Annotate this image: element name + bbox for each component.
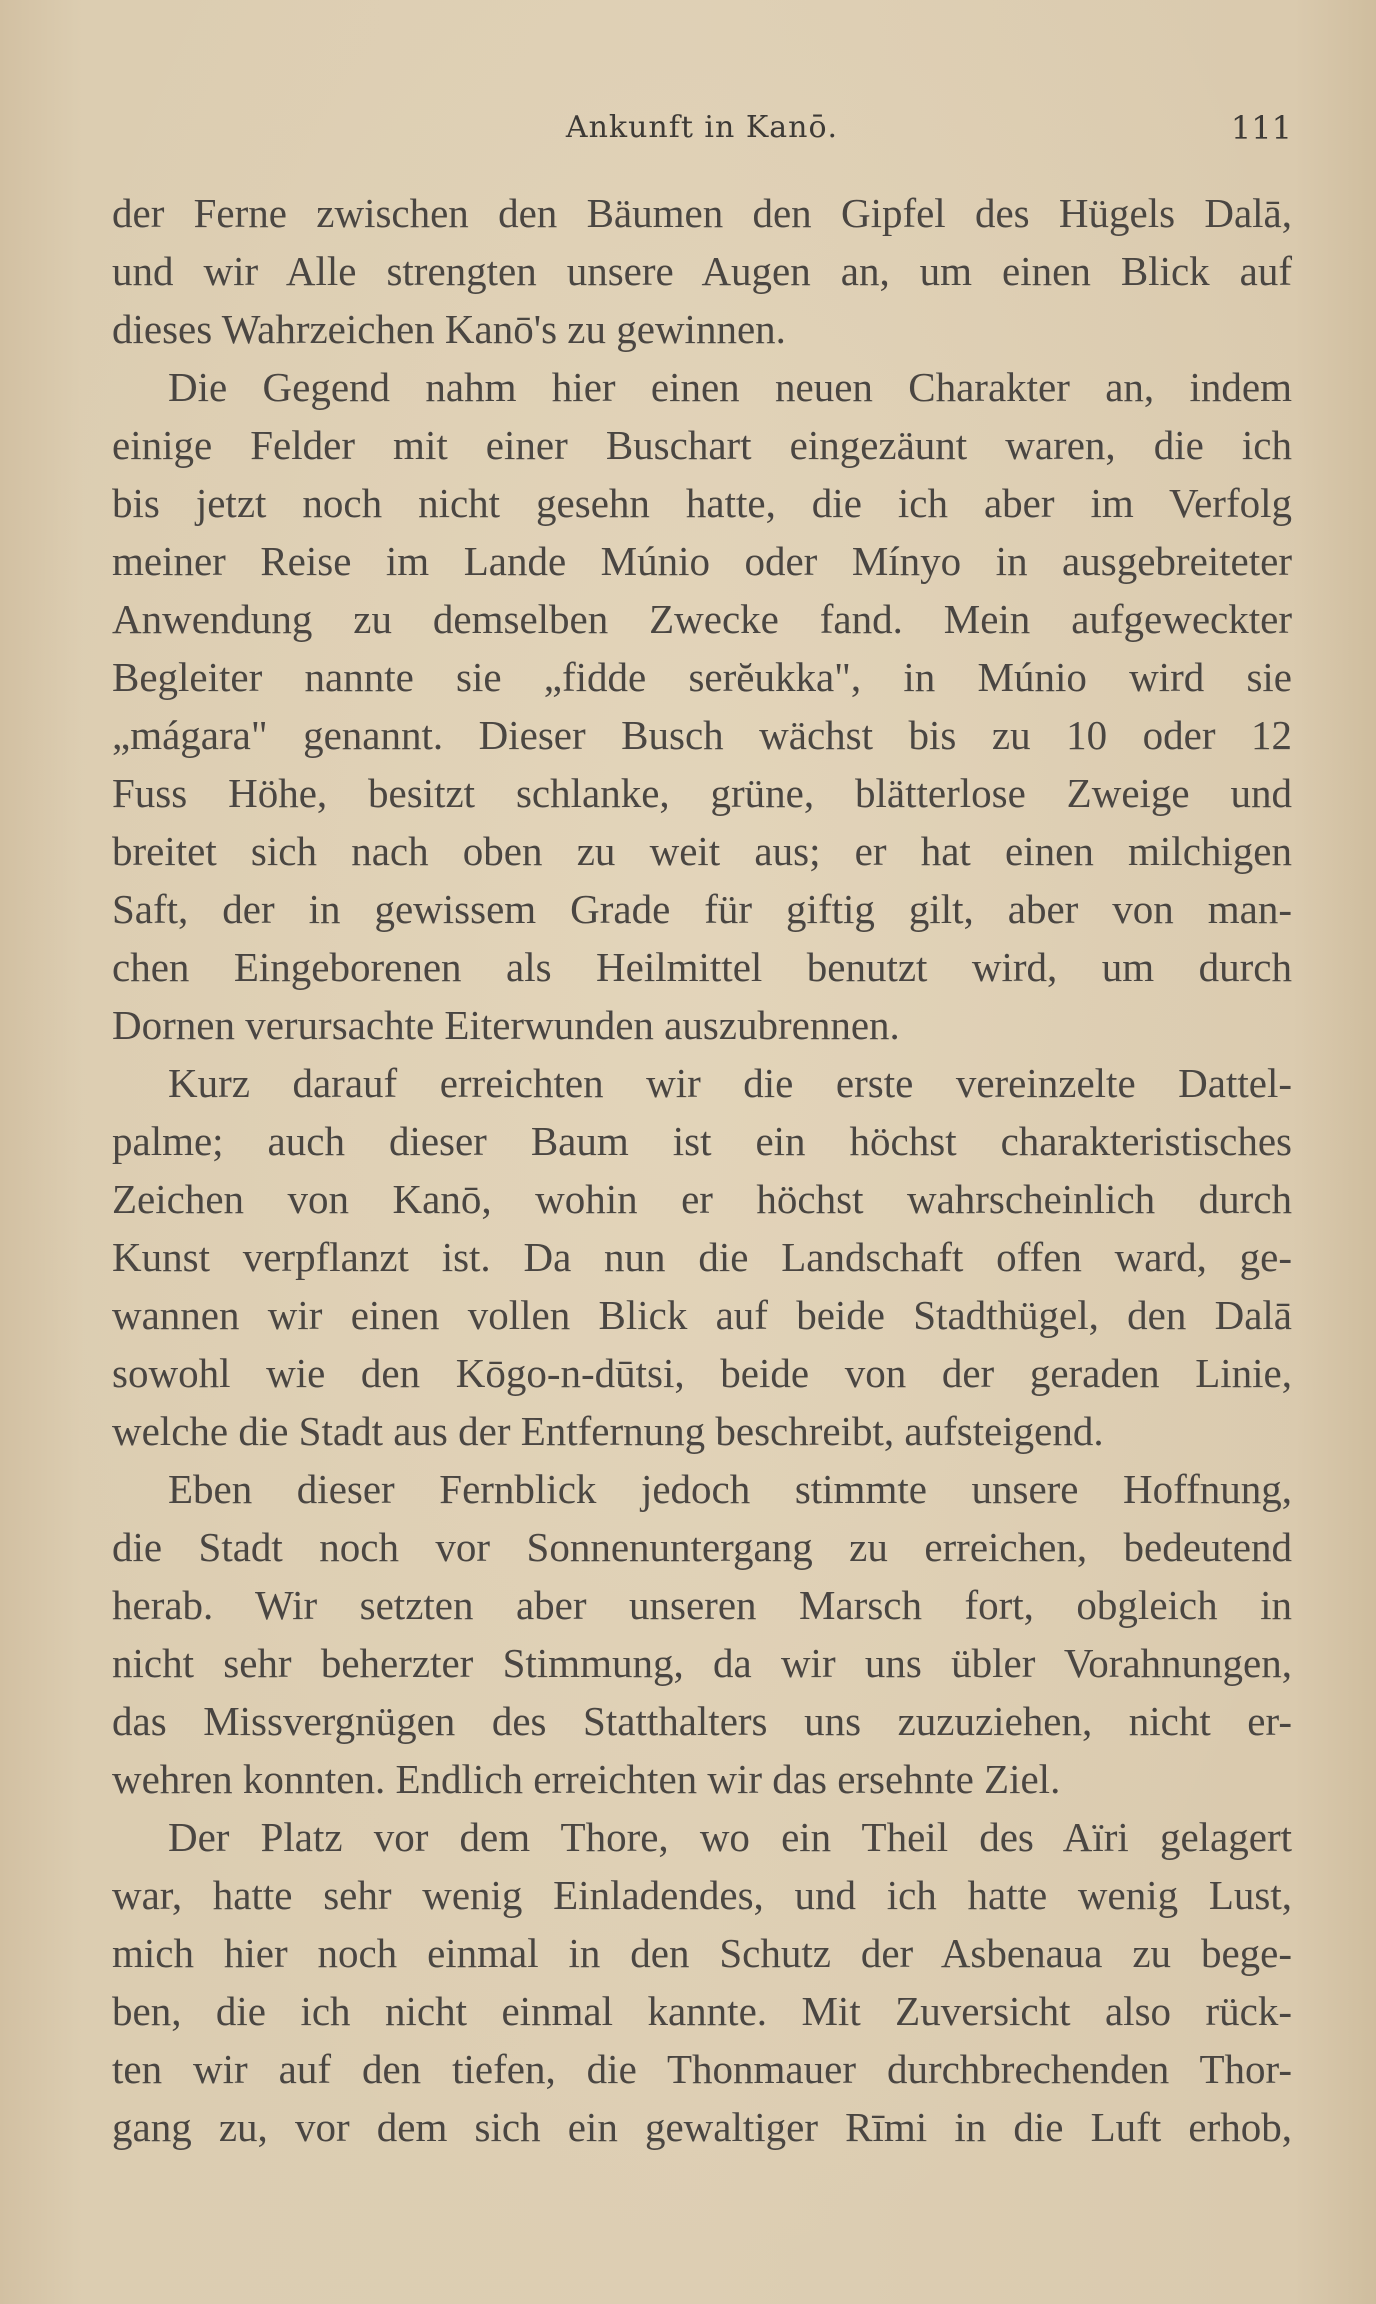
page-number: 111 (1230, 109, 1292, 147)
text-line: Zeichen von Kanō, wohin er höchst wahrscheinlich durch (112, 1176, 1292, 1222)
text-line: breitet sich nach oben zu weit aus; er hat einen milchigen (112, 828, 1292, 874)
text-line: meiner Reise im Lande Múnio oder Mínyo in ausgebreiteter (112, 538, 1292, 584)
body-text (112, 184, 1292, 2156)
text-line: nicht sehr beherzter Stimmung, da wir uns übler Vorahnungen, (112, 1640, 1292, 1686)
text-line: Die Gegend nahm hier einen neuen Charakter an, indem (168, 364, 1292, 410)
text-line: Anwendung zu demselben Zwecke fand. Mein aufgeweckter (112, 596, 1292, 642)
text-line: sowohl wie den Kōgo-n-dūtsi, beide von der geraden Linie, (112, 1350, 1292, 1396)
text-line: Saft, der in gewissem Grade für giftig gilt, aber von man- (112, 886, 1292, 932)
text-line: Der Platz vor dem Thore, wo ein Theil des Aïri gelagert (168, 1814, 1292, 1860)
text-line: wehren konnten. Endlich erreichten wir das ersehnte Ziel. (112, 1756, 1061, 1802)
text-line: der Ferne zwischen den Bäumen den Gipfel des Hügels Dalā, (112, 190, 1292, 236)
text-line: die Stadt noch vor Sonnenuntergang zu erreichen, bedeutend (112, 1524, 1292, 1570)
text-line: bis jetzt noch nicht gesehn hatte, die ich aber im Verfolg (112, 480, 1292, 526)
text-line: und wir Alle strengten unsere Augen an, um einen Blick auf (112, 248, 1292, 294)
text-line: palme; auch dieser Baum ist ein höchst charakteristisches (112, 1118, 1292, 1164)
running-title: Ankunft in Kanō. (565, 110, 839, 145)
text-line: war, hatte sehr wenig Einladendes, und ich hatte wenig Lust, (112, 1872, 1292, 1918)
running-head (112, 104, 1292, 152)
text-line: einige Felder mit einer Buschart eingezäunt waren, die ich (112, 422, 1292, 468)
text-line: Eben dieser Fernblick jedoch stimmte unsere Hoffnung, (168, 1466, 1292, 1512)
text-line: wannen wir einen vollen Blick auf beide Stadthügel, den Dalā (112, 1292, 1292, 1338)
text-line: welche die Stadt aus der Entfernung beschreibt, aufsteigend. (112, 1408, 1104, 1454)
text-line: ten wir auf den tiefen, die Thonmauer durchbrechenden Thor- (112, 2046, 1292, 2092)
text-line: Dornen verursachte Eiterwunden auszubrennen. (112, 1002, 900, 1048)
text-line: ben, die ich nicht einmal kannte. Mit Zuversicht also rück- (112, 1988, 1292, 2034)
text-line: mich hier noch einmal in den Schutz der Asbenaua zu bege- (112, 1930, 1292, 1976)
text-line: „mágara" genannt. Dieser Busch wächst bis zu 10 oder 12 (112, 712, 1292, 758)
text-line: herab. Wir setzten aber unseren Marsch fort, obgleich in (112, 1582, 1292, 1628)
text-line: Begleiter nannte sie „fidde serĕukka", in Múnio wird sie (112, 654, 1292, 700)
text-line: Kunst verpflanzt ist. Da nun die Landschaft offen ward, ge- (112, 1234, 1292, 1280)
text-line: gang zu, vor dem sich ein gewaltiger Rīmi in die Luft erhob, (112, 2104, 1292, 2150)
text-line: das Missvergnügen des Statthalters uns zuzuziehen, nicht er- (112, 1698, 1292, 1744)
text-line: chen Eingeborenen als Heilmittel benutzt wird, um durch (112, 944, 1292, 990)
text-line: dieses Wahrzeichen Kanō's zu gewinnen. (112, 306, 786, 352)
text-line: Fuss Höhe, besitzt schlanke, grüne, blätterlose Zweige und (112, 770, 1292, 816)
text-line: Kurz darauf erreichten wir die erste vereinzelte Dattel- (168, 1060, 1292, 1106)
